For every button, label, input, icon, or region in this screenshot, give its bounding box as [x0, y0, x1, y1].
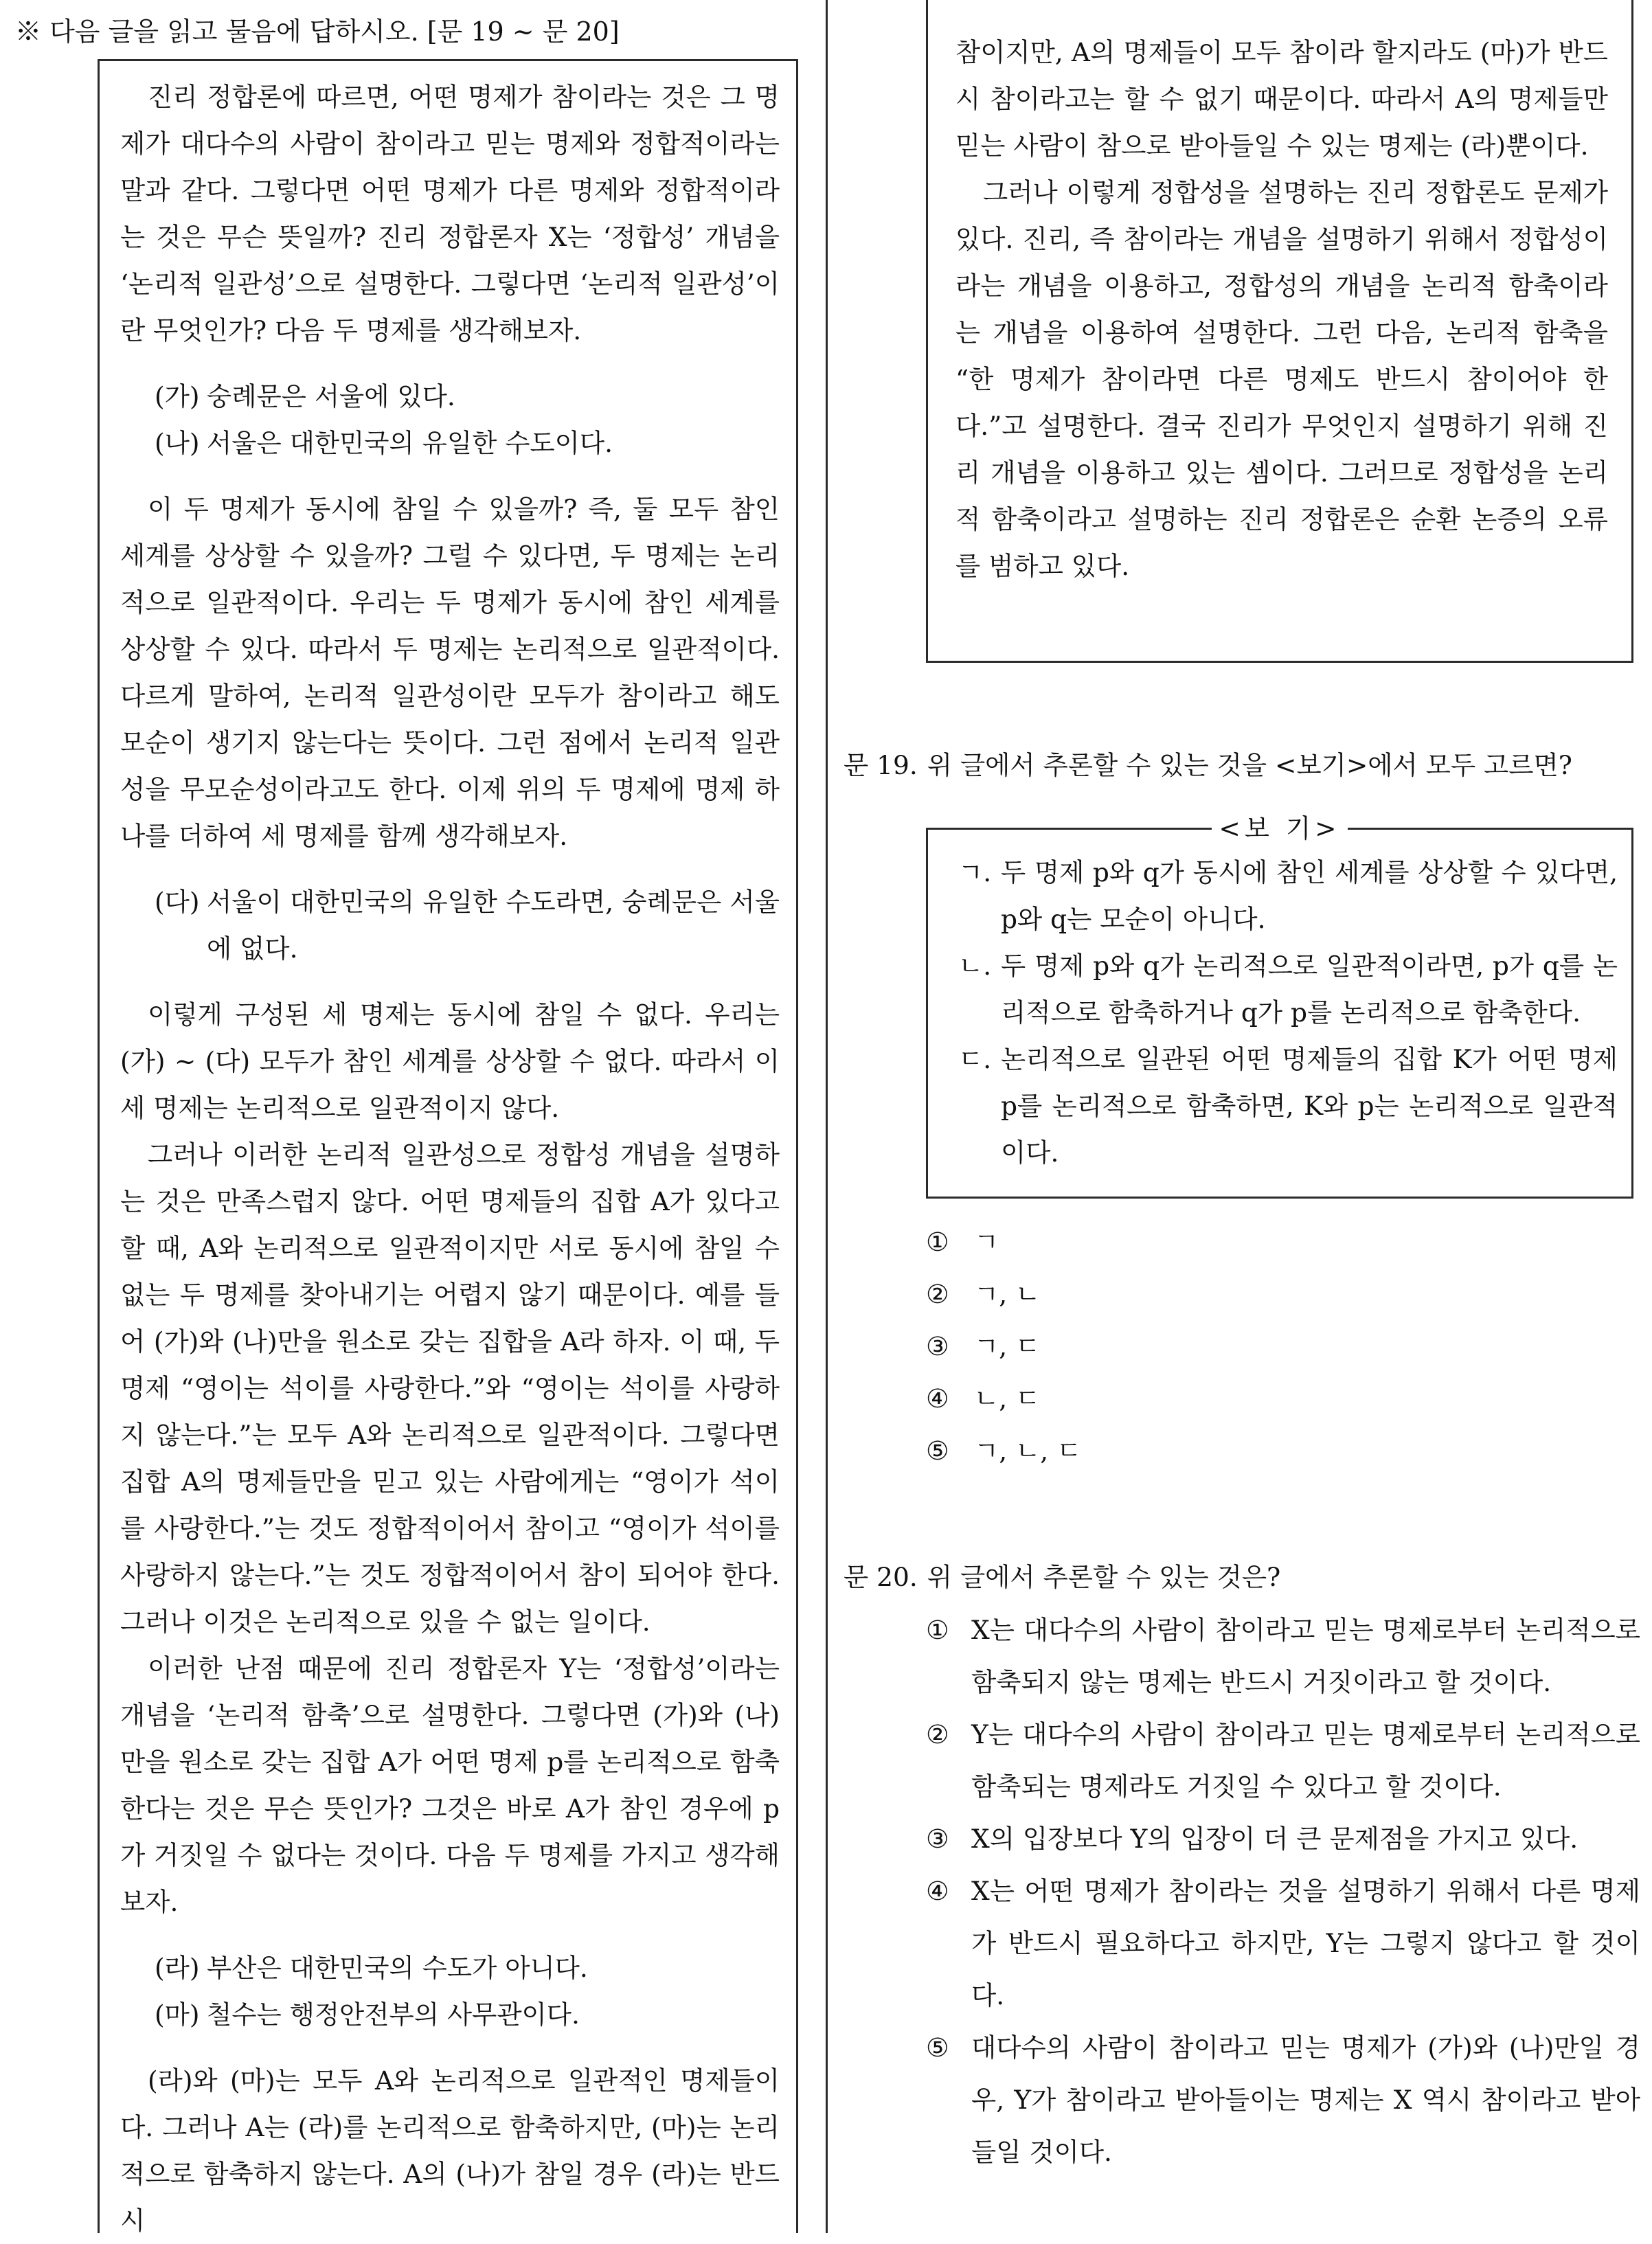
bogi-text: 두 명제 p와 q가 논리적으로 일관적이라면, p가 q를 논리적으로 함축하거나 q가 p를 논리적으로 함축한다.: [1001, 951, 1618, 1028]
bogi-label: ㄷ.: [958, 1044, 992, 1074]
option-text: Y는 대다수의 사람이 참이라고 믿는 명제로부터 논리적으로 함축되는 명제라도 거짓일 수 있다고 할 것이다.: [971, 1719, 1640, 1802]
choice-text: ㄱ, ㄴ, ㄷ: [974, 1436, 1082, 1466]
example-label: (마): [155, 1999, 200, 2030]
bogi-item-giyeok: [958, 849, 1618, 942]
choice-4[interactable]: [926, 1372, 1338, 1425]
bogi-title-text: <보 기>: [1212, 813, 1347, 843]
question-20-stem: [844, 1554, 1633, 1600]
choice-number: ①: [926, 1227, 949, 1257]
choice-text: ㄱ: [974, 1227, 999, 1257]
choice-number: ③: [926, 1331, 949, 1361]
bogi-box: [926, 813, 1633, 1199]
choice-text: ㄱ, ㄴ: [974, 1279, 1041, 1309]
bogi-title: [928, 813, 1631, 843]
choice-3[interactable]: [926, 1320, 1338, 1372]
option-number: ⑤: [926, 2032, 949, 2063]
question-number: 문 20.: [844, 1562, 918, 1592]
passage-box-left: [98, 59, 798, 2236]
option-number: ③: [926, 1824, 949, 1854]
example-label: (다): [155, 887, 200, 917]
question-19-choices: [926, 1216, 1338, 1477]
passage-paragraph-4: 그러나 이러한 논리적 일관성으로 정합성 개념을 설명하는 것은 만족스럽지 않다. 어떤 명제들의 집합 A가 있다고 할 때, A와 논리적으로 일관적이지만 서로 동시에 참일 수 없는 두 명제를 찾아내기는 어렵지 않기 때문이다. 예를 들어 (가)와 (나)만을 원소로 갖는 집합을 A라 하자. 이 때, 두 명제 “영이는 석이를 사랑한다.”와 “영이는 석이를 사랑하지 않는다.”는 모두 A와 논리적으로 일관적이다. 그렇다면 집합 A의 명제들만을 믿고 있는 사람에게는 “영이가 석이를 사랑한다.”는 것도 정합적이어서 참이고 “영이가 석이를 사랑하지 않는다.”는 것도 정합적이어서 참이 되어야 한다. 그러나 이것은 논리적으로 있을 수 없는 일이다.: [120, 1140, 780, 1637]
example-label: (가): [155, 381, 200, 411]
passage-paragraph-2: 이 두 명제가 동시에 참일 수 있을까? 즉, 둘 모두 참인 세계를 상상할 수 있을까? 그럴 수 있다면, 두 명제는 논리적으로 일관적이다. 우리는 두 명제가 동시에 참인 세계를 상상할 수 있다. 따라서 두 명제는 논리적으로 일관적이다. 다르게 말하여, 논리적 일관성이란 모두가 참이라고 해도 모순이 생기지 않는다는 뜻이다. 그런 점에서 논리적 일관성을 무모순성이라고도 한다. 이제 위의 두 명제에 명제 하나를 더하여 세 명제를 함께 생각해보자.: [120, 494, 780, 851]
option-2[interactable]: [926, 1708, 1640, 1813]
example-na: [120, 420, 780, 466]
option-5[interactable]: [926, 2021, 1640, 2178]
option-number: ②: [926, 1719, 949, 1749]
example-group-1: [120, 373, 780, 466]
choice-1[interactable]: [926, 1216, 1338, 1268]
bogi-label: ㄱ.: [958, 857, 992, 887]
question-19-stem: [844, 742, 1633, 789]
option-1[interactable]: [926, 1604, 1640, 1708]
example-da: [120, 879, 780, 972]
question-text: 위 글에서 추론할 수 있는 것은?: [927, 1562, 1281, 1592]
column-divider: [826, 0, 828, 2233]
option-text: 대다수의 사람이 참이라고 믿는 명제가 (가)와 (나)만일 경우, Y가 참이라고 받아들이는 명제는 X 역시 참이라고 받아들일 것이다.: [971, 2032, 1640, 2167]
passage-paragraph-6: (라)와 (마)는 모두 A와 논리적으로 일관적인 명제들이다. 그러나 A는 (라)를 논리적으로 함축하지만, (마)는 논리적으로 함축하지 않는다. A의 (나)가 참일 경우 (라)는 반드시: [120, 2065, 780, 2236]
question-20: [844, 1554, 1633, 1600]
bogi-list: [958, 849, 1618, 1176]
bogi-label: ㄴ.: [958, 951, 992, 981]
choice-text: ㄱ, ㄷ: [974, 1331, 1041, 1361]
example-text: 부산은 대한민국의 수도가 아니다.: [207, 1953, 588, 1983]
bogi-text: 두 명제 p와 q가 동시에 참인 세계를 상상할 수 있다면, p와 q는 모순이 아니다.: [1001, 857, 1618, 934]
passage-paragraph-6-continued: 참이지만, A의 명제들이 모두 참이라 할지라도 (마)가 반드시 참이라고는 할 수 없기 때문이다. 따라서 A의 명제들만 믿는 사람이 참으로 받아들일 수 있는 명제는 (라)뿐이다.: [955, 37, 1608, 161]
option-text: X의 입장보다 Y의 입장이 더 큰 문제점을 가지고 있다.: [971, 1824, 1579, 1854]
option-text: X는 어떤 명제가 참이라는 것을 설명하기 위해서 다른 명제가 반드시 필요하다고 하지만, Y는 그렇지 않다고 할 것이다.: [971, 1876, 1640, 2010]
option-text: X는 대다수의 사람이 참이라고 믿는 명제로부터 논리적으로 함축되지 않는 명제는 반드시 거짓이라고 할 것이다.: [971, 1615, 1640, 1697]
option-number: ④: [926, 1876, 949, 1906]
question-20-options: [926, 1604, 1640, 2178]
question-text: 위 글에서 추론할 수 있는 것을 <보기>에서 모두 고르면?: [927, 750, 1572, 780]
example-label: (라): [155, 1953, 200, 1983]
example-text: 서울은 대한민국의 유일한 수도이다.: [207, 428, 613, 458]
example-label: (나): [155, 428, 200, 458]
example-text: 서울이 대한민국의 유일한 수도라면, 숭례문은 서울에 없다.: [207, 887, 780, 964]
choice-number: ④: [926, 1383, 949, 1414]
example-ma: [120, 1991, 780, 2038]
choice-text: ㄴ, ㄷ: [974, 1383, 1041, 1414]
bogi-item-nieun: [958, 942, 1618, 1036]
option-number: ①: [926, 1615, 949, 1645]
example-ga: [120, 373, 780, 420]
example-ra: [120, 1945, 780, 1991]
option-3[interactable]: [926, 1813, 1640, 1865]
question-19: [844, 742, 1633, 789]
choice-2[interactable]: [926, 1268, 1338, 1320]
example-group-3: [120, 1945, 780, 2038]
bogi-item-digeut: [958, 1036, 1618, 1176]
example-text: 철수는 행정안전부의 사무관이다.: [207, 1999, 580, 2030]
passage-box-right: [926, 0, 1633, 663]
passage-paragraph-7: 그러나 이렇게 정합성을 설명하는 진리 정합론도 문제가 있다. 진리, 즉 참이라는 개념을 설명하기 위해서 정합성이라는 개념을 이용하고, 정합성의 개념을 논리적 함축이라는 개념을 이용하여 설명한다. 그런 다음, 논리적 함축을 “한 명제가 참이라면 다른 명제도 반드시 참이어야 한다.”고 설명한다. 결국 진리가 무엇인지 설명하기 위해 진리 개념을 이용하고 있는 셈이다. 그러므로 정합성을 논리적 함축이라고 설명하는 진리 정합론은 순환 논증의 오류를 범하고 있다.: [955, 177, 1608, 581]
choice-number: ⑤: [926, 1436, 949, 1466]
example-text: 숭례문은 서울에 있다.: [207, 381, 455, 411]
passage-paragraph-3: 이렇게 구성된 세 명제는 동시에 참일 수 없다. 우리는 (가) ~ (다) 모두가 참인 세계를 상상할 수 없다. 따라서 이 세 명제는 논리적으로 일관적이지 않다.: [120, 999, 780, 1123]
question-number: 문 19.: [844, 750, 918, 780]
passage-paragraph-1: 진리 정합론에 따르면, 어떤 명제가 참이라는 것은 그 명제가 대다수의 사람이 참이라고 믿는 명제와 정합적이라는 말과 같다. 그렇다면 어떤 명제가 다른 명제와 정합적이라는 것은 무슨 뜻일까? 진리 정합론자 X는 ‘정합성’ 개념을 ‘논리적 일관성’으로 설명한다. 그렇다면 ‘논리적 일관성’이란 무엇인가? 다음 두 명제를 생각해보자.: [120, 82, 780, 345]
instruction-text: ※ 다음 글을 읽고 물음에 답하시오. [문 19 ~ 문 20]: [15, 16, 620, 47]
bogi-text: 논리적으로 일관된 어떤 명제들의 집합 K가 어떤 명제 p를 논리적으로 함축하면, K와 p는 논리적으로 일관적이다.: [1001, 1044, 1618, 1168]
option-4[interactable]: [926, 1865, 1640, 2021]
choice-number: ②: [926, 1279, 949, 1309]
example-group-2: [120, 879, 780, 972]
choice-5[interactable]: [926, 1425, 1338, 1477]
passage-paragraph-5: 이러한 난점 때문에 진리 정합론자 Y는 ‘정합성’이라는 개념을 ‘논리적 함축’으로 설명한다. 그렇다면 (가)와 (나)만을 원소로 갖는 집합 A가 어떤 명제 p를 논리적으로 함축한다는 것은 무슨 뜻인가? 그것은 바로 A가 참인 경우에 p가 거짓일 수 없다는 것이다. 다음 두 명제를 가지고 생각해보자.: [120, 1653, 780, 1917]
